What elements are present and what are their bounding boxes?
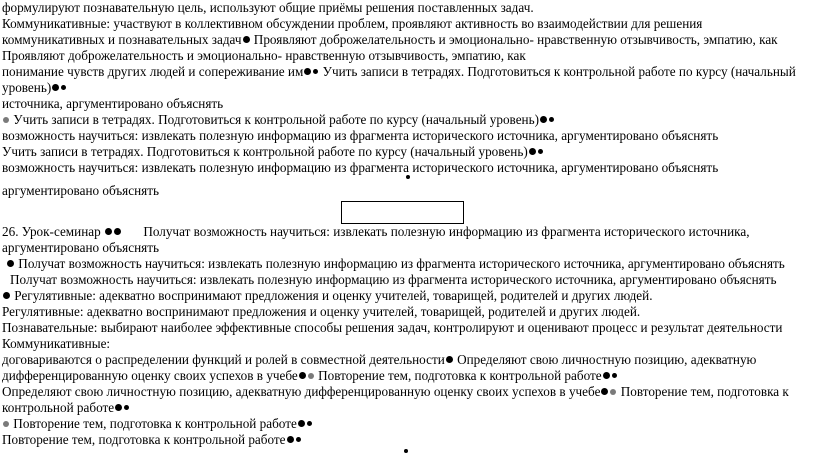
bullet-icon bbox=[304, 68, 311, 75]
text-line-8: Учить записи в тетрадях. Подготовиться к контрольной работе по курсу (начальный уровень) bbox=[2, 112, 555, 128]
bullet-icon bbox=[52, 84, 59, 91]
bullet-icon bbox=[308, 373, 314, 379]
bullet-icon bbox=[115, 404, 122, 411]
bullet-icon bbox=[313, 69, 318, 74]
bullet-icon bbox=[404, 449, 408, 453]
bullet-icon bbox=[7, 260, 14, 267]
text-line-17: Регулятивные: адекватно воспринимают предложения и оценку учителей, товарищей, родителей и других людей. bbox=[2, 288, 653, 304]
text-line-6: уровень) bbox=[2, 80, 67, 96]
bullet-icon bbox=[538, 149, 543, 154]
empty-frame bbox=[341, 201, 464, 224]
text-line-7: источника, аргументировано объяснять bbox=[2, 96, 224, 111]
bullet-icon bbox=[446, 356, 453, 363]
bullet-icon bbox=[406, 175, 410, 179]
bullet-icon bbox=[124, 405, 129, 410]
text-line-25: Повторение тем, подготовка к контрольной работе bbox=[2, 416, 313, 432]
text-line-4: Проявляют доброжелательность и эмоционально- нравственную отзывчивость, эмпатию, как bbox=[2, 48, 526, 63]
text-line-2: Коммуникативные: участвуют в коллективном обсуждении проблем, проявляют активность во взаимодействии для решения bbox=[2, 16, 703, 31]
bullet-icon bbox=[529, 148, 536, 155]
text-line-24: контрольной работе bbox=[2, 400, 130, 416]
bullet-icon bbox=[540, 116, 547, 123]
bullet-icon bbox=[298, 420, 305, 427]
text-line-11: возможность научиться: извлекать полезную информацию из фрагмента исторического источника, аргументировано объяснять bbox=[2, 160, 719, 175]
text-line-19: Познавательные: выбирают наиболее эффективные способы решения задач, контролируют и оценивают процесс и результат деятельности bbox=[2, 320, 783, 335]
text-line-10: Учить записи в тетрадях. Подготовиться к контрольной работе по курсу (начальный уровень) bbox=[2, 144, 544, 160]
bullet-icon bbox=[549, 117, 554, 122]
bullet-icon bbox=[114, 228, 121, 235]
bullet-icon bbox=[105, 228, 112, 235]
text-line-9: возможность научиться: извлекать полезную информацию из фрагмента исторического источника, аргументировано объяснять bbox=[2, 128, 719, 143]
text-line-21: договариваются о распределении функций и ролей в совместной деятельности Определяют свою личностную позицию, адекватную bbox=[2, 352, 757, 367]
bullet-icon bbox=[603, 372, 610, 379]
bullet-icon bbox=[601, 388, 608, 395]
text-line-1: формулируют познавательную цель, используют общие приёмы решения поставленных задач. bbox=[2, 0, 534, 15]
text-line-15: Получат возможность научиться: извлекать полезную информацию из фрагмента исторического источника, аргументировано объяснять bbox=[2, 256, 785, 272]
bullet-icon bbox=[299, 372, 306, 379]
text-line-3: коммуникативных и познавательных задач Проявляют доброжелательность и эмоционально- нравственную отзывчивость, эмпатию, как bbox=[2, 32, 778, 47]
bullet-icon bbox=[612, 373, 617, 378]
text-line-12: аргументировано объяснять bbox=[2, 183, 160, 198]
bullet-icon bbox=[610, 389, 616, 395]
bullet-icon bbox=[296, 437, 301, 442]
text-line-16: Получат возможность научиться: извлекать полезную информацию из фрагмента исторического источника, аргументировано объяснять bbox=[10, 272, 777, 287]
bullet-icon bbox=[3, 117, 9, 123]
text-line-26: Повторение тем, подготовка к контрольной работе bbox=[2, 432, 302, 448]
bullet-icon bbox=[307, 421, 312, 426]
bullet-icon bbox=[61, 85, 66, 90]
text-line-13: 26. Урок-семинар Получат возможность научиться: извлекать полезную информацию из фрагмента исторического источника, bbox=[2, 224, 750, 239]
text-line-18: Регулятивные: адекватно воспринимают предложения и оценку учителей, товарищей, родителей и других людей. bbox=[2, 304, 641, 319]
text-line-23: Определяют свою личностную позицию, адекватную дифференцированную оценку своих успехов в учебе Повторение тем, подготовка к bbox=[2, 384, 789, 399]
text-line-20: Коммуникативные: bbox=[2, 336, 111, 351]
bullet-icon bbox=[3, 292, 10, 299]
text-line-22: дифференцированную оценку своих успехов в учебе Повторение тем, подготовка к контрольной работе bbox=[2, 368, 618, 384]
bullet-icon bbox=[3, 421, 9, 427]
bullet-icon bbox=[243, 36, 250, 43]
text-line-5: понимание чувств других людей и сопереживание им Учить записи в тетрадях. Подготовиться к контрольной работе по курсу (начальный bbox=[2, 64, 796, 79]
text-line-14: аргументировано объяснять bbox=[2, 240, 160, 255]
bullet-icon bbox=[287, 436, 294, 443]
